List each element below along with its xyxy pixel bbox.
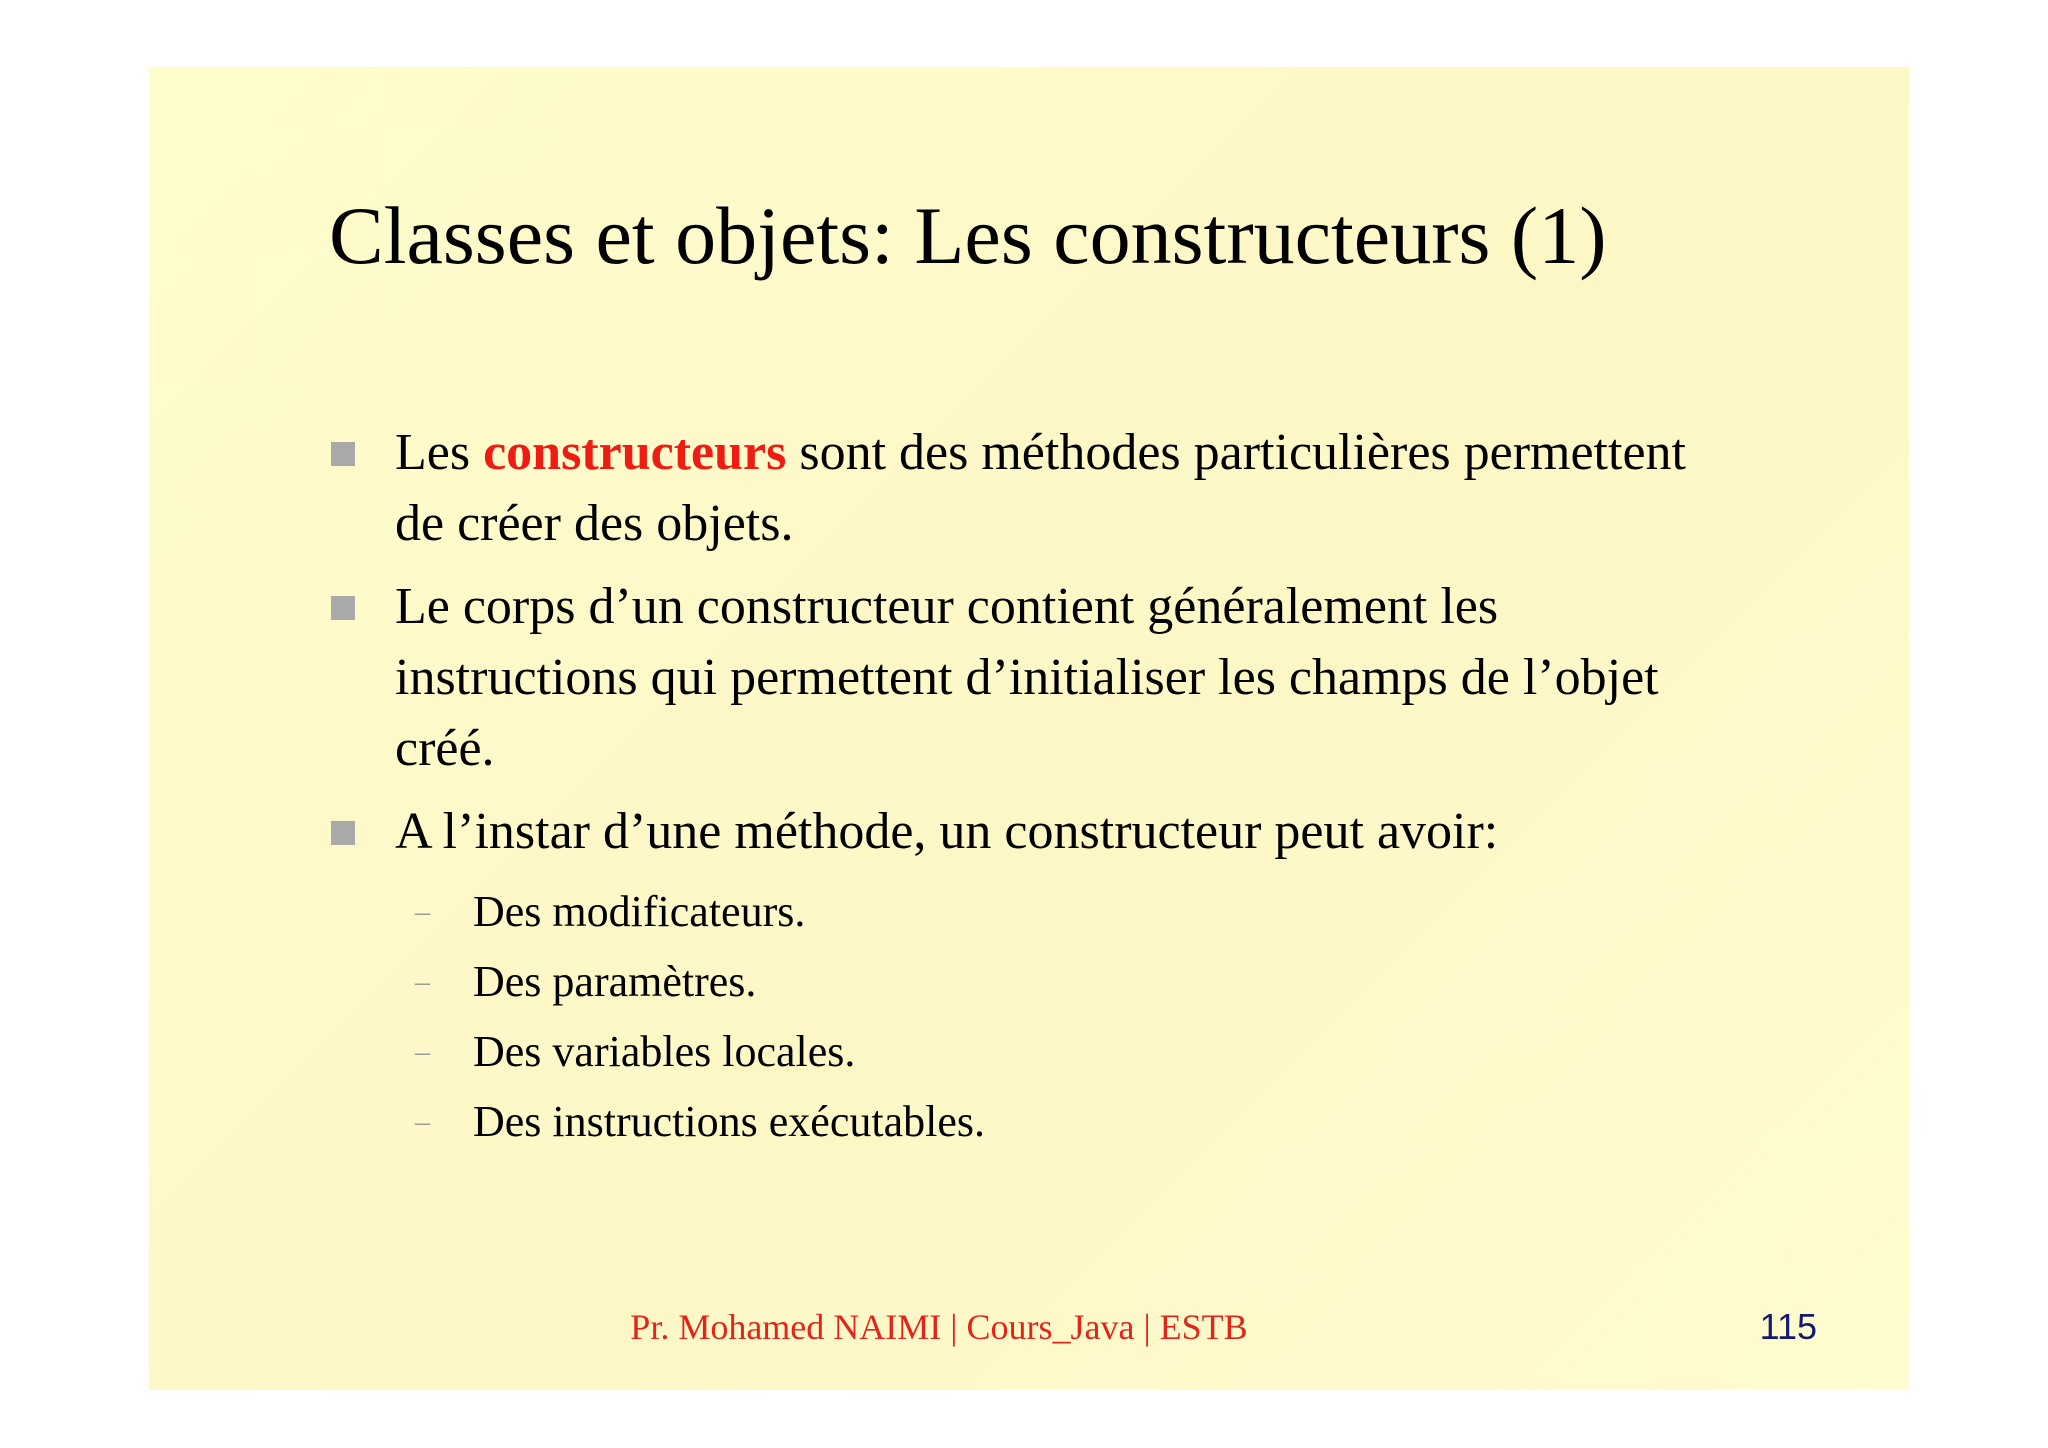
sub-bullet-item	[395, 1017, 1729, 1087]
bullet-item	[329, 796, 1729, 1157]
slide-footer: Pr. Mohamed NAIMI | Cours_Java | ESTB	[630, 1307, 1248, 1347]
slide	[149, 67, 1909, 1390]
bullet-list	[329, 417, 1729, 1169]
slide-title: Classes et objets: Les constructeurs (1)	[329, 190, 1607, 281]
dash-bullet-icon: –	[415, 895, 430, 928]
sub-bullet-text: Des variables locales.	[473, 1027, 856, 1076]
sub-bullet-item	[395, 877, 1729, 947]
dash-bullet-icon: –	[415, 965, 430, 998]
bullet-text: Le corps d’un constructeur contient généralement les instructions qui permettent d’initialiser les champs de l’objet créé.	[395, 578, 1659, 777]
sub-bullet-text: Des modificateurs.	[473, 887, 806, 936]
bullet-item	[329, 417, 1729, 559]
square-bullet-icon	[331, 442, 355, 466]
page-number: 115	[1759, 1306, 1817, 1347]
dash-bullet-icon: –	[415, 1035, 430, 1068]
highlighted-term: constructeurs	[483, 424, 787, 481]
sub-bullet-text: Des instructions exécutables.	[473, 1097, 985, 1146]
sub-bullet-item	[395, 1087, 1729, 1157]
sub-bullet-item	[395, 947, 1729, 1017]
sub-bullet-list	[395, 877, 1729, 1157]
bullet-text: A l’instar d’une méthode, un constructeur peut avoir:	[395, 803, 1499, 860]
bullet-item	[329, 571, 1729, 784]
square-bullet-icon	[331, 821, 355, 845]
square-bullet-icon	[331, 596, 355, 620]
bullet-text-after: sont des méthodes particulières permettent de créer des objets.	[395, 424, 1686, 552]
dash-bullet-icon: –	[415, 1105, 430, 1138]
bullet-text-before: Les	[395, 424, 484, 481]
sub-bullet-text: Des paramètres.	[473, 957, 757, 1006]
